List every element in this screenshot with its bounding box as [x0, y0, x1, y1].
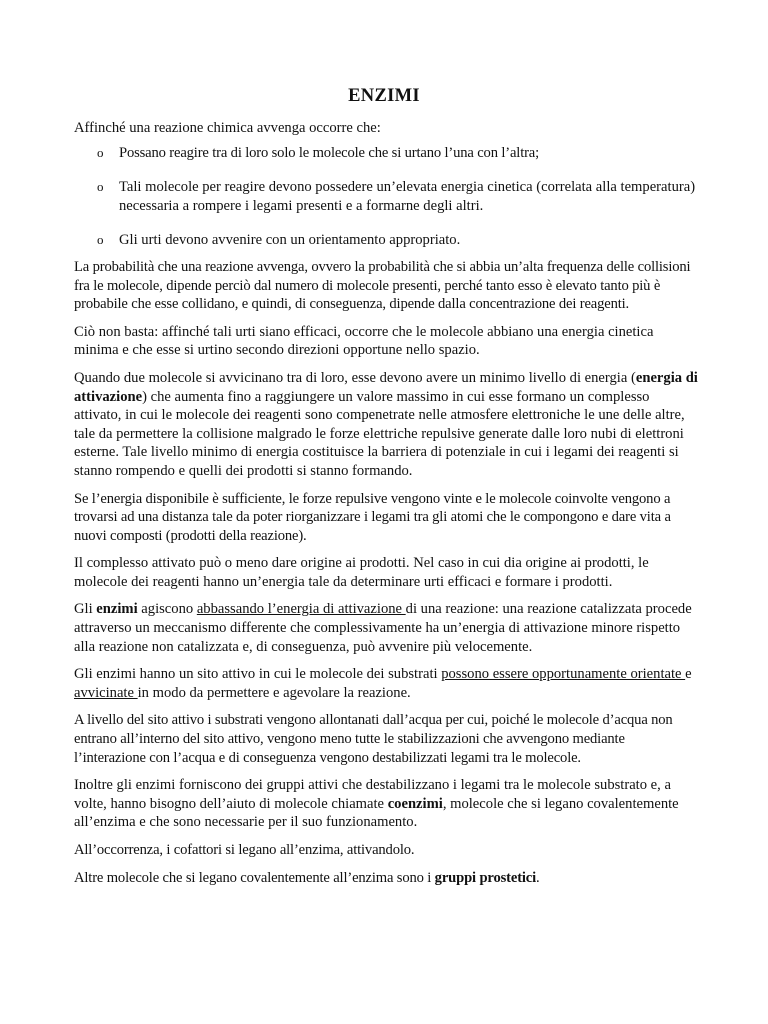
- coenzymes-after: , molecole che si legano covalentemente all’enzima e che sono necessarie per il suo funzionamento.: [74, 795, 679, 831]
- list-item-text: Possano reagire tra di loro solo le molecole che si urtano l’una con l’altra;: [119, 144, 540, 161]
- bullet-marker: o: [97, 232, 104, 248]
- active-site-paragraph: [74, 665, 698, 702]
- activation-text-after: ) che aumenta fino a raggiungere un valore massimo in cui esse formano un complesso attivato, in cui le molecole dei reagenti sono compenetrate nelle atmosfere elettroniche le une delle altre, tale da permettere la collisione malgrado le forze elettriche repulsive generate dalle loro nubi di elettroni esterne. Tale livello minimo di energia costituisce la barriera di potenziale in cui i legami dei reagenti si stanno rompendo e quelli dei prodotti si stanno formando.: [74, 388, 685, 479]
- conditions-list: [74, 144, 698, 250]
- water-paragraph: A livello del sito attivo i substrati vengono allontanati dall’acqua per cui, poiché le molecole d’acqua non entrano all’interno del sito attivo, vengono meno tutte le stabilizzazioni che avvengono mediante l’interazione con l’acqua e di conseguenza vengono destabilizzati legami tra le molecole.: [74, 712, 673, 766]
- intro-paragraph: Affinché una reazione chimica avvenga occorre che:: [74, 120, 381, 136]
- probability-paragraph: La probabilità che una reazione avvenga, ovvero la probabilità che si abbia un’alta frequenza delle collisioni fra le molecole, dipende perciò dal numero di molecole presenti, perché tanto esso è elevato tanto più è probabile che esse collidano, e quindi, di conseguenza, dipende dalla concentrazione dei reagenti.: [74, 258, 691, 313]
- active-site-middle: e: [685, 666, 692, 683]
- coenzymes-before: Inoltre gli enzimi forniscono dei gruppi attivi che destabilizzano i legami tra le molecole substrato e, a volte, hanno bisogno dell’aiuto di molecole chiamate: [74, 777, 671, 812]
- enzymes-action-before: Gli: [74, 601, 97, 618]
- bullet-marker: o: [97, 144, 104, 160]
- bullet-marker: o: [97, 179, 104, 195]
- list-item-text: Tali molecole per reagire devono possedere un’elevata energia cinetica (correlata alla temperatura) necessaria a rompere i legami presenti e a formarne degli altri.: [119, 179, 696, 214]
- active-site-after: in modo da permettere e agevolare la reazione.: [137, 684, 411, 701]
- enzymes-action-after: di una reazione: una reazione catalizzata procede attraverso un meccanismo differente che complessivamente ha un’energia di attivazione minore rispetto alla reazione non catalizzata e, di conseguenza, può avvenire più velocemente.: [74, 601, 692, 655]
- document-title: ENZIMI: [348, 86, 420, 106]
- document-body: [74, 119, 698, 896]
- list-item: [74, 144, 698, 163]
- enzymes-action-paragraph: [74, 600, 698, 656]
- cofactors-paragraph: All’occorrenza, i cofattori si legano all’enzima, attivandolo.: [74, 842, 415, 858]
- prosthetic-after: .: [536, 869, 540, 886]
- list-item: [74, 178, 698, 215]
- sufficient-energy-paragraph: Se l’energia disponibile è sufficiente, le forze repulsive vengono vinte e le molecole coinvolte vengono a trovarsi ad una distanza tale da poter riorganizzare i legami tra gli atomi che le compongono e dare vita a nuovi composti (prodotti della reazione).: [74, 490, 671, 544]
- enzymes-action-middle: agiscono: [137, 601, 197, 618]
- coenzymes-paragraph: [74, 776, 698, 832]
- oriented-phrase: possono essere opportunamente orientate: [441, 666, 686, 683]
- prosthetic-before: Altre molecole che si legano covalentemente all’enzima sono i: [74, 869, 435, 886]
- prosthetic-groups-term: gruppi prostetici: [434, 869, 537, 886]
- activated-complex-paragraph: Il complesso attivato può o meno dare origine ai prodotti. Nel caso in cui dia origine ai prodotti, le molecole dei reagenti hanno un’energia tale da determinare urti efficaci e formare i prodotti.: [74, 555, 649, 590]
- not-enough-paragraph: Ciò non basta: affinché tali urti siano efficaci, occorre che le molecole abbiano una energia cinetica minima e che esse si urtino secondo direzioni opportune nello spazio.: [74, 323, 654, 359]
- active-site-before: Gli enzimi hanno un sito attivo in cui le molecole dei substrati: [74, 666, 442, 683]
- coenzymes-term: coenzimi: [387, 795, 443, 812]
- enzymes-term: enzimi: [96, 601, 138, 618]
- activation-energy-paragraph: [74, 369, 698, 481]
- list-item-text: Gli urti devono avvenire con un orientamento appropriato.: [119, 232, 461, 249]
- activation-text-before: Quando due molecole si avvicinano tra di loro, esse devono avere un minimo livello di energia (: [74, 369, 636, 386]
- prosthetic-groups-paragraph: [74, 869, 698, 888]
- lowering-activation-phrase: abbassando l’energia di attivazione: [196, 601, 406, 618]
- approached-phrase: avvicinate: [74, 684, 138, 701]
- list-item: [74, 231, 698, 250]
- activation-energy-term: energia di attivazione: [74, 369, 698, 405]
